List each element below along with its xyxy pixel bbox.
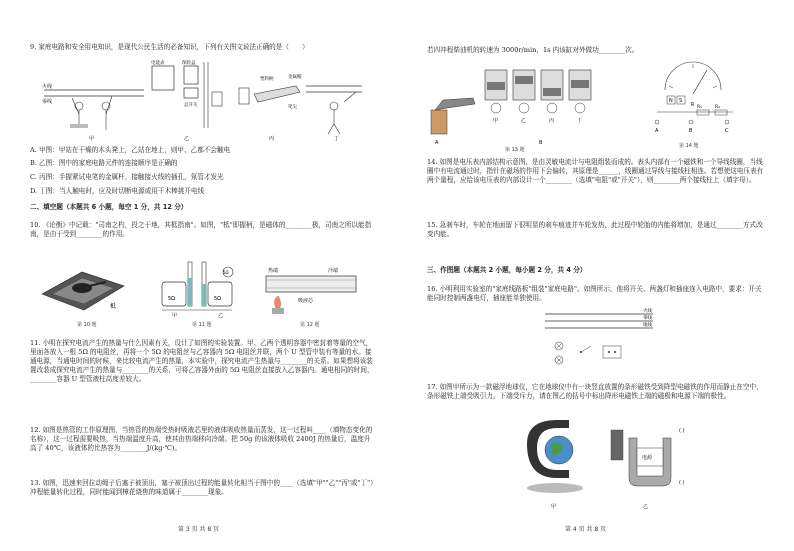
svg-text:B: B xyxy=(689,128,693,134)
fig12-heatpipe xyxy=(262,262,360,318)
q9-fig-ding xyxy=(306,86,362,142)
q9-option-b: B. 乙图：图中的家庭电路元件的连接顺序是正确的 xyxy=(30,159,178,167)
svg-text:丁: 丁 xyxy=(334,136,340,142)
fig13-cylinders xyxy=(485,70,591,113)
svg-text:N: N xyxy=(669,98,673,104)
svg-text:乙: 乙 xyxy=(521,118,527,124)
fig14-caption: 第 14 题 xyxy=(679,143,699,149)
svg-text:甲: 甲 xyxy=(551,504,557,510)
svg-text:甲: 甲 xyxy=(172,313,178,318)
svg-text:电能表: 电能表 xyxy=(151,61,165,66)
fig13-caption: 第 13 题 xyxy=(505,147,525,153)
right-page xyxy=(397,0,794,551)
svg-text:总开关: 总开关 xyxy=(184,103,198,108)
right-page-footer: 第 4 页 共 8 页 xyxy=(565,526,607,533)
q9-figure xyxy=(34,58,364,142)
svg-text:甲: 甲 xyxy=(493,118,499,124)
q16-text: 16. 小明利用实验室的"家庭线路板"组装"家庭电路"。如图所示，他将开关、两盏灯和插座连入电路中，要求：开关能同时控制两盏电灯，插座能单独使用。 xyxy=(427,285,762,302)
q13-text: 13. 如图，迅速来回拉动绳子后塞子被顶出，塞子被顶出过程的能量转化相当于图中的____（选填"甲""乙""丙"或"丁"）冲程能量转化过程，同时能闻到樟花烧焦的味道属于________现象。 xyxy=(30,479,374,496)
q14-text: 14. 如图是电压表内部结构示意图，是由灵敏电流计与电阻组装而成的。表头内部有一个磁铁和一个导线线圈，当线圈中有电流通过时，指针在磁场的作用下会偏转，其原理是______，线圈通过导线与接线柱相连。若想使这电压表有两个量程，应给该电压表的内部设计一个________（选填"电阻"或"开关"），则________两个接线柱上（填字母）。 xyxy=(427,158,764,184)
q9-fig-yi xyxy=(151,59,222,142)
q10-text: 10. 《论衡》中记载："司南之杓，投之于地，其柢指南"。如图，"柢"即握柄，是磁体的________极，司南之所以能指南，是由于受到________的作用。 xyxy=(30,221,372,238)
fig10-label: 柢 xyxy=(110,303,117,310)
svg-text:电源: 电源 xyxy=(642,455,653,461)
section-2-heading: 二、填空题（本题共 6 小题，每空 1 分，共 12 分） xyxy=(30,203,188,211)
q17-text: 17. 如图甲所示为一款磁浮地球仪，它在地球仪中有一块竖直放置的条形磁铁受到降型电磁铁的作用而静止在空中，条形磁铁上端受吸引力，下端受斥力，请在图乙的括号中标出降形电磁铁上端的磁极和电源下端的极性。 xyxy=(427,383,763,400)
svg-text:A: A xyxy=(435,140,439,146)
q13-continued: 若四冲程柴油机的转速为 3000r/min，1s 内该缸对外做功________次。 xyxy=(427,46,639,54)
svg-text:乙: 乙 xyxy=(184,136,190,142)
q9-stem: 9. 家庭电路和安全用电知识，是现代公民生活的必备知识，下列有关图文说法正确的是（ ） xyxy=(30,43,309,51)
svg-text:5Ω: 5Ω xyxy=(168,296,176,302)
fig16-household-circuit xyxy=(537,306,667,372)
svg-text:R₂: R₂ xyxy=(715,105,720,110)
fig11-caption: 第 11 题 xyxy=(192,322,212,328)
fig10-sinan xyxy=(34,258,129,318)
left-page-footer: 第 3 页 共 8 页 xyxy=(178,526,220,533)
fig11-apparatus xyxy=(158,258,240,318)
svg-text:保险盒: 保险盒 xyxy=(182,61,196,66)
q9-fig-jia xyxy=(42,83,144,142)
svg-text:C: C xyxy=(725,128,729,134)
svg-text:乙: 乙 xyxy=(643,504,649,510)
svg-text:R₁: R₁ xyxy=(697,105,702,110)
q12-text: 12. 如图是热管的工作原理图，当热管的热端受热时吸液芯里的液体吸收热量而蒸发，这一过程叫____（填物态变化的名称），这一过程需要吸热，当热端温度升高，使其由热端移向冷端。把 50g 的该液体吸收 2400J 的热量后，温度升高了 40℃，该液体的比热容为________J/(kg·℃)。 xyxy=(30,426,373,452)
svg-text:A: A xyxy=(655,128,659,134)
svg-text:塑料柄: 塑料柄 xyxy=(260,77,274,82)
svg-text:( ): ( ) xyxy=(679,480,685,486)
svg-text:热端: 热端 xyxy=(268,268,279,274)
svg-text:火线: 火线 xyxy=(643,309,652,314)
fig10-caption: 第 10 题 xyxy=(77,322,97,328)
q9-fig-bing xyxy=(239,73,302,142)
q15-text: 15. 急刹车时，车轮在地面留下很明显的刹车痕迹并车轮发热，此过程中轮胎的内能将增加，是通过________方式改变内能。 xyxy=(427,221,763,238)
svg-text:丙: 丙 xyxy=(269,136,275,142)
svg-text:冷端: 冷端 xyxy=(328,268,339,274)
q9-label-fire: 火线 xyxy=(42,84,53,90)
svg-text:吸液芯: 吸液芯 xyxy=(298,298,314,304)
svg-text:( ): ( ) xyxy=(679,428,685,434)
section-3-heading: 三、作图题（本题共 2 小题，每小题 2 分，共 4 分） xyxy=(427,266,587,274)
fig17-maglev-globe xyxy=(517,414,707,512)
q9-caption-jia: 甲 xyxy=(89,136,95,142)
svg-text:笔尖: 笔尖 xyxy=(288,105,297,110)
q9-label-zero: 零线 xyxy=(42,99,53,105)
svg-text:5Ω: 5Ω xyxy=(223,270,229,275)
svg-text:丙: 丙 xyxy=(549,118,555,124)
svg-text:5Ω: 5Ω xyxy=(214,296,222,302)
svg-text:地线: 地线 xyxy=(643,323,652,328)
q9-option-a: A. 甲图：甲站在干燥的木头凳上，乙站在地上，则甲、乙都不会触电 xyxy=(30,146,231,154)
svg-text:R: R xyxy=(691,102,695,108)
q9-option-c: C. 丙图：手握紧试电笔的金属杆，接触接火线的插孔，氖管才发光 xyxy=(30,173,224,181)
svg-text:乙: 乙 xyxy=(218,313,224,318)
q9-option-d: D. 丁图：当人触电时，应及时切断电源或用干木棒挑开电线 xyxy=(30,187,205,195)
q11-text: 11. 小明在探究电流产生的热量与什么因素有关，设计了如图的实验装置。甲、乙两个透明容器中密封着等量的空气，里面各放入一根 5Ω 的电阻丝，再将一个 5Ω 的电阻丝与乙容器内 5Ω 电阻丝并联，两个 U 型管中装有等量的水。接通电源，当通电时间的时候，来比较电流产生的热量，本实验中，探究电流产生热量与________的关系。如果想将该装置改装成探究电流产生的热量与________的关系，可将乙容器外面的 5Ω 电阻丝直接放入乙容器内。通电相同的时间，________容器 U 型管液柱高度差较大。 xyxy=(30,339,374,383)
svg-text:零线: 零线 xyxy=(643,316,652,321)
svg-text:B: B xyxy=(539,140,543,146)
svg-text:S: S xyxy=(679,98,683,104)
fig12-caption: 第 12 题 xyxy=(300,322,320,328)
fig13-engines xyxy=(427,60,613,152)
svg-text:金属帽: 金属帽 xyxy=(288,75,302,80)
fig14-voltmeter xyxy=(647,60,737,140)
svg-text:丁: 丁 xyxy=(577,118,583,124)
